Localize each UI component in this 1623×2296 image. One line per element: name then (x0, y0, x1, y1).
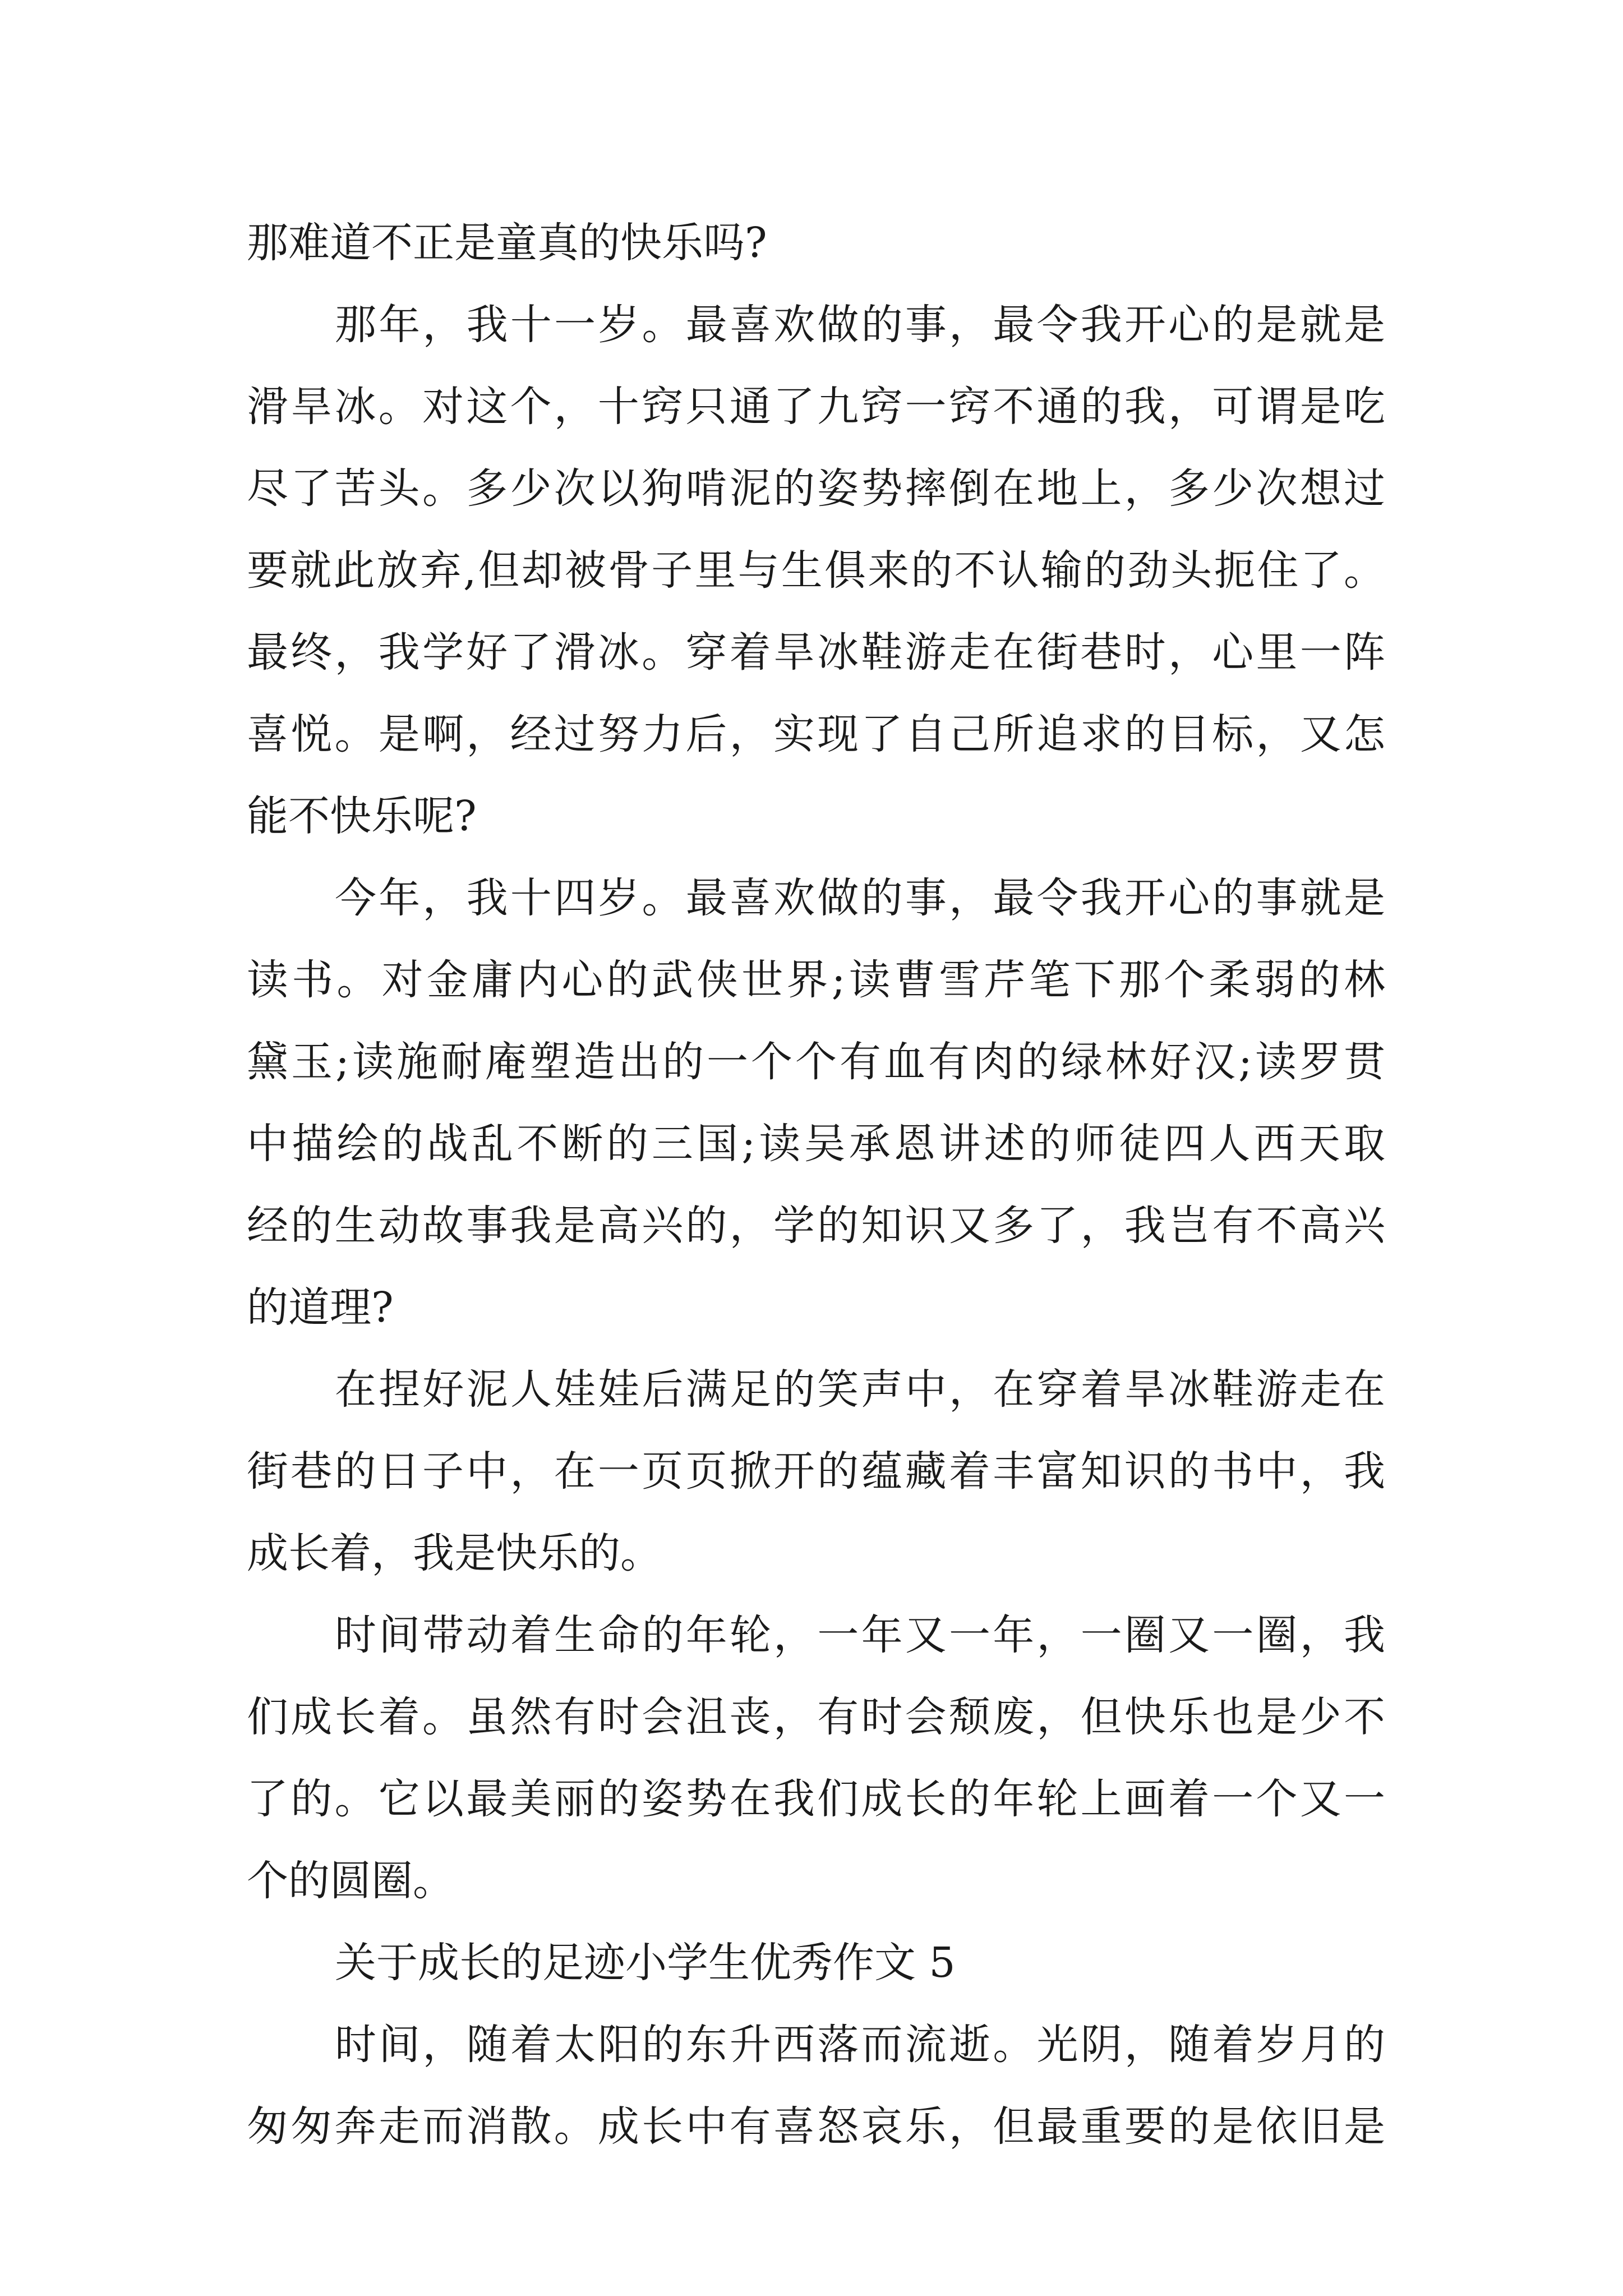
text-line: 滑旱冰。对这个，十窍只通了九窍一窍不通的我，可谓是吃 (247, 383, 1385, 431)
text-line: 尽了苦头。多少次以狗啃泥的姿势摔倒在地上，多少次想过 (247, 464, 1385, 513)
text-line: 黛玉;读施耐庵塑造出的一个个有血有肉的绿林好汉;读罗贯 (247, 1038, 1385, 1086)
text-line: 能不快乐呢? (247, 792, 477, 840)
text-line: 在捏好泥人娃娃后满足的笑声中，在穿着旱冰鞋游走在 (335, 1365, 1385, 1414)
text-line: 最终，我学好了滑冰。穿着旱冰鞋游走在街巷时，心里一阵 (247, 628, 1385, 677)
text-line: 的道理? (247, 1283, 394, 1332)
text-line: 经的生动故事我是高兴的，学的知识又多了，我岂有不高兴 (247, 1202, 1385, 1250)
text-line: 们成长着。虽然有时会沮丧，有时会颓废，但快乐也是少不 (247, 1693, 1385, 1741)
text-line: 街巷的日子中，在一页页掀开的蕴藏着丰富知识的书中，我 (247, 1447, 1385, 1496)
text-line: 要就此放弃,但却被骨子里与生俱来的不认输的劲头扼住了。 (247, 546, 1385, 595)
text-line: 那难道不正是童真的快乐吗? (247, 219, 767, 267)
section-heading: 关于成长的足迹小学生优秀作文 5 (335, 1939, 956, 1987)
text-line: 读书。对金庸内心的武侠世界;读曹雪芹笔下那个柔弱的林 (247, 956, 1385, 1004)
text-line: 成长着，我是快乐的。 (247, 1529, 662, 1577)
document-body (247, 202, 1385, 2168)
text-line: 中描绘的战乱不断的三国;读吴承恩讲述的师徒四人西天取 (247, 1120, 1385, 1168)
text-line: 今年，我十四岁。最喜欢做的事，最令我开心的事就是 (335, 874, 1385, 922)
text-line: 了的。它以最美丽的姿势在我们成长的年轮上画着一个又一 (247, 1775, 1385, 1823)
text-line: 喜悦。是啊，经过努力后，实现了自己所追求的目标，又怎 (247, 710, 1385, 758)
text-line: 那年，我十一岁。最喜欢做的事，最令我开心的是就是 (335, 301, 1385, 349)
text-line: 时间，随着太阳的东升西落而流逝。光阴，随着岁月的 (335, 2021, 1385, 2069)
text-line: 个的圆圈。 (247, 1857, 454, 1905)
text-line: 时间带动着生命的年轮，一年又一年，一圈又一圈，我 (335, 1611, 1385, 1659)
text-line: 匆匆奔走而消散。成长中有喜怒哀乐，但最重要的是依旧是 (247, 2102, 1385, 2151)
